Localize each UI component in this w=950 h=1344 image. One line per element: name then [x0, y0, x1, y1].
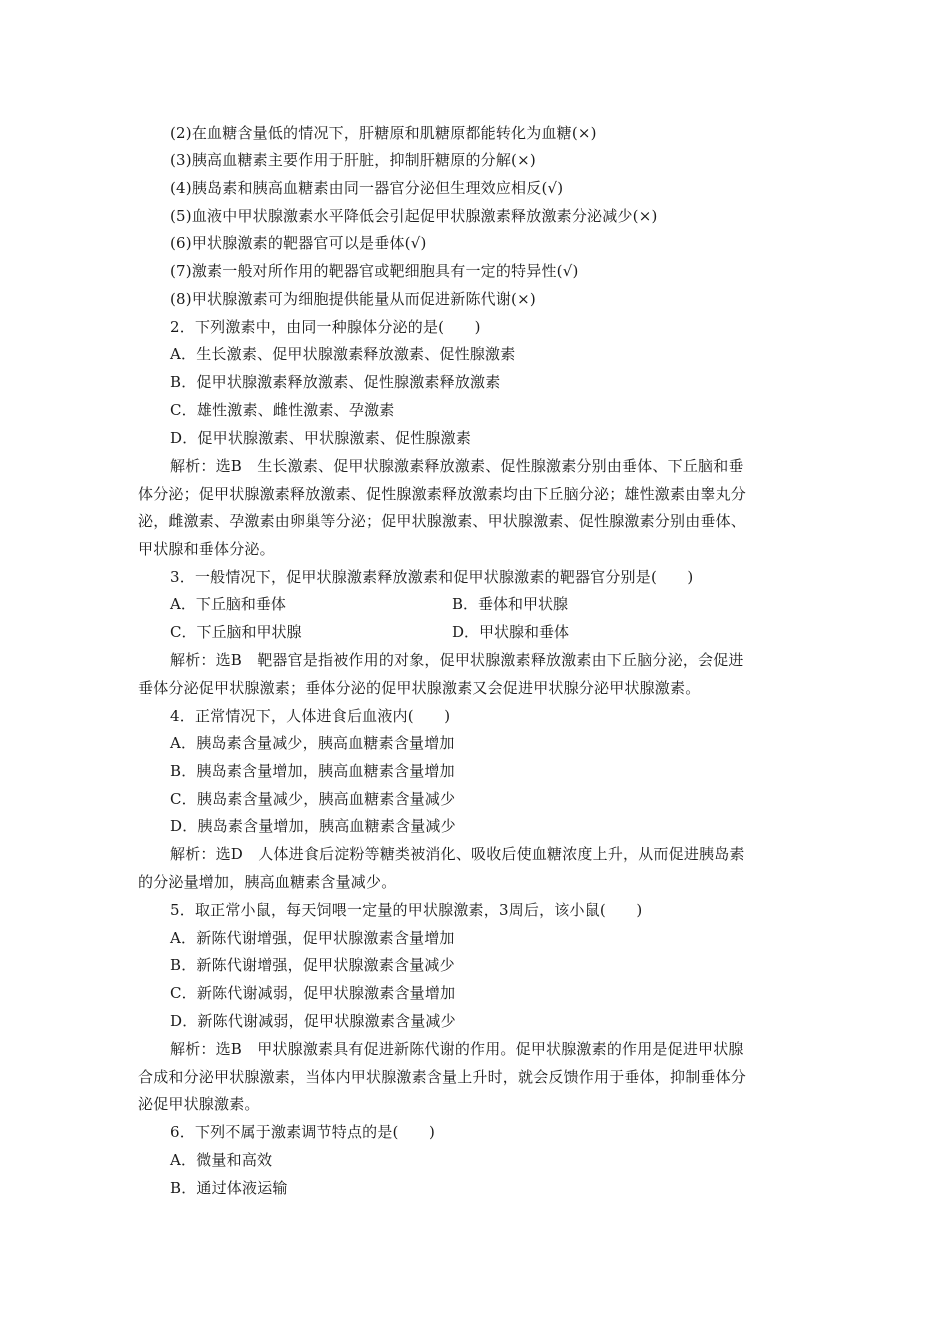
judgement-item-5: (5)血液中甲状腺激素水平降低会引起促甲状腺激素释放激素分泌减少(×)	[170, 207, 658, 225]
question-2-analysis: 泌，雌激素、孕激素由卵巢等分泌；促甲状腺激素、甲状腺激素、促性腺激素分别由垂体、	[138, 512, 747, 530]
question-2-stem: 2．下列激素中，由同一种腺体分泌的是( )	[170, 318, 481, 336]
judgement-item-7: (7)激素一般对所作用的靶器官或靶细胞具有一定的特异性(√)	[170, 262, 579, 280]
question-4-option-b: B．胰岛素含量增加，胰高血糖素含量增加	[170, 762, 455, 780]
question-5-analysis: 泌促甲状腺激素。	[138, 1095, 260, 1113]
question-5-option-d: D．新陈代谢减弱，促甲状腺激素含量减少	[170, 1012, 456, 1030]
question-5-analysis: 解析：选B 甲状腺激素具有促进新陈代谢的作用。促甲状腺激素的作用是促进甲状腺	[170, 1040, 744, 1058]
question-5-option-c: C．新陈代谢减弱，促甲状腺激素含量增加	[170, 984, 456, 1002]
question-4-analysis: 的分泌量增加，胰高血糖素含量减少。	[138, 873, 397, 891]
question-5-analysis: 合成和分泌甲状腺激素，当体内甲状腺激素含量上升时，就会反馈作用于垂体，抑制垂体分	[138, 1068, 747, 1086]
question-3-option-b: B．垂体和甲状腺	[452, 595, 569, 613]
question-2-option-a: A．生长激素、促甲状腺激素释放激素、促性腺激素	[170, 345, 516, 363]
question-2-option-b: B．促甲状腺激素释放激素、促性腺激素释放激素	[170, 373, 501, 391]
judgement-item-3: (3)胰高血糖素主要作用于肝脏，抑制肝糖原的分解(×)	[170, 151, 536, 169]
question-6-option-a: A．微量和高效	[170, 1151, 273, 1169]
judgement-item-2: (2)在血糖含量低的情况下，肝糖原和肌糖原都能转化为血糖(×)	[170, 124, 597, 142]
question-4-option-c: C．胰岛素含量减少，胰高血糖素含量减少	[170, 790, 456, 808]
question-2-option-d: D．促甲状腺激素、甲状腺激素、促性腺激素	[170, 429, 472, 447]
question-4-option-a: A．胰岛素含量减少，胰高血糖素含量增加	[170, 734, 455, 752]
question-4-stem: 4．正常情况下，人体进食后血液内( )	[170, 707, 451, 725]
judgement-item-8: (8)甲状腺激素可为细胞提供能量从而促进新陈代谢(×)	[170, 290, 536, 308]
question-3-analysis: 垂体分泌促甲状腺激素；垂体分泌的促甲状腺激素又会促进甲状腺分泌甲状腺激素。	[138, 679, 701, 697]
question-2-analysis: 体分泌；促甲状腺激素释放激素、促性腺激素释放激素均由下丘脑分泌；雄性激素由睾丸分	[138, 485, 747, 503]
question-5-stem: 5．取正常小鼠，每天饲喂一定量的甲状腺激素，3周后，该小鼠( )	[170, 901, 643, 919]
question-2-analysis: 甲状腺和垂体分泌。	[138, 540, 275, 558]
question-3-stem: 3．一般情况下，促甲状腺激素释放激素和促甲状腺激素的靶器官分别是( )	[170, 568, 694, 586]
question-4-analysis: 解析：选D 人体进食后淀粉等糖类被消化、吸收后使血糖浓度上升，从而促进胰岛素	[170, 845, 745, 863]
question-3-option-d: D．甲状腺和垂体	[452, 623, 570, 641]
question-6-option-b: B．通过体液运输	[170, 1179, 288, 1197]
judgement-item-4: (4)胰岛素和胰高血糖素由同一器官分泌但生理效应相反(√)	[170, 179, 564, 197]
question-2-analysis: 解析：选B 生长激素、促甲状腺激素释放激素、促性腺激素分别由垂体、下丘脑和垂	[170, 457, 744, 475]
question-3-option-a: A．下丘脑和垂体	[170, 595, 286, 613]
question-4-option-d: D．胰岛素含量增加，胰高血糖素含量减少	[170, 817, 456, 835]
judgement-item-6: (6)甲状腺激素的靶器官可以是垂体(√)	[170, 234, 427, 252]
question-5-option-b: B．新陈代谢增强，促甲状腺激素含量减少	[170, 956, 455, 974]
question-3-option-c: C．下丘脑和甲状腺	[170, 623, 302, 641]
question-3-analysis: 解析：选B 靶器官是指被作用的对象，促甲状腺激素释放激素由下丘脑分泌，会促进	[170, 651, 744, 669]
question-2-option-c: C．雄性激素、雌性激素、孕激素	[170, 401, 395, 419]
question-5-option-a: A．新陈代谢增强，促甲状腺激素含量增加	[170, 929, 455, 947]
question-6-stem: 6．下列不属于激素调节特点的是( )	[170, 1123, 436, 1141]
